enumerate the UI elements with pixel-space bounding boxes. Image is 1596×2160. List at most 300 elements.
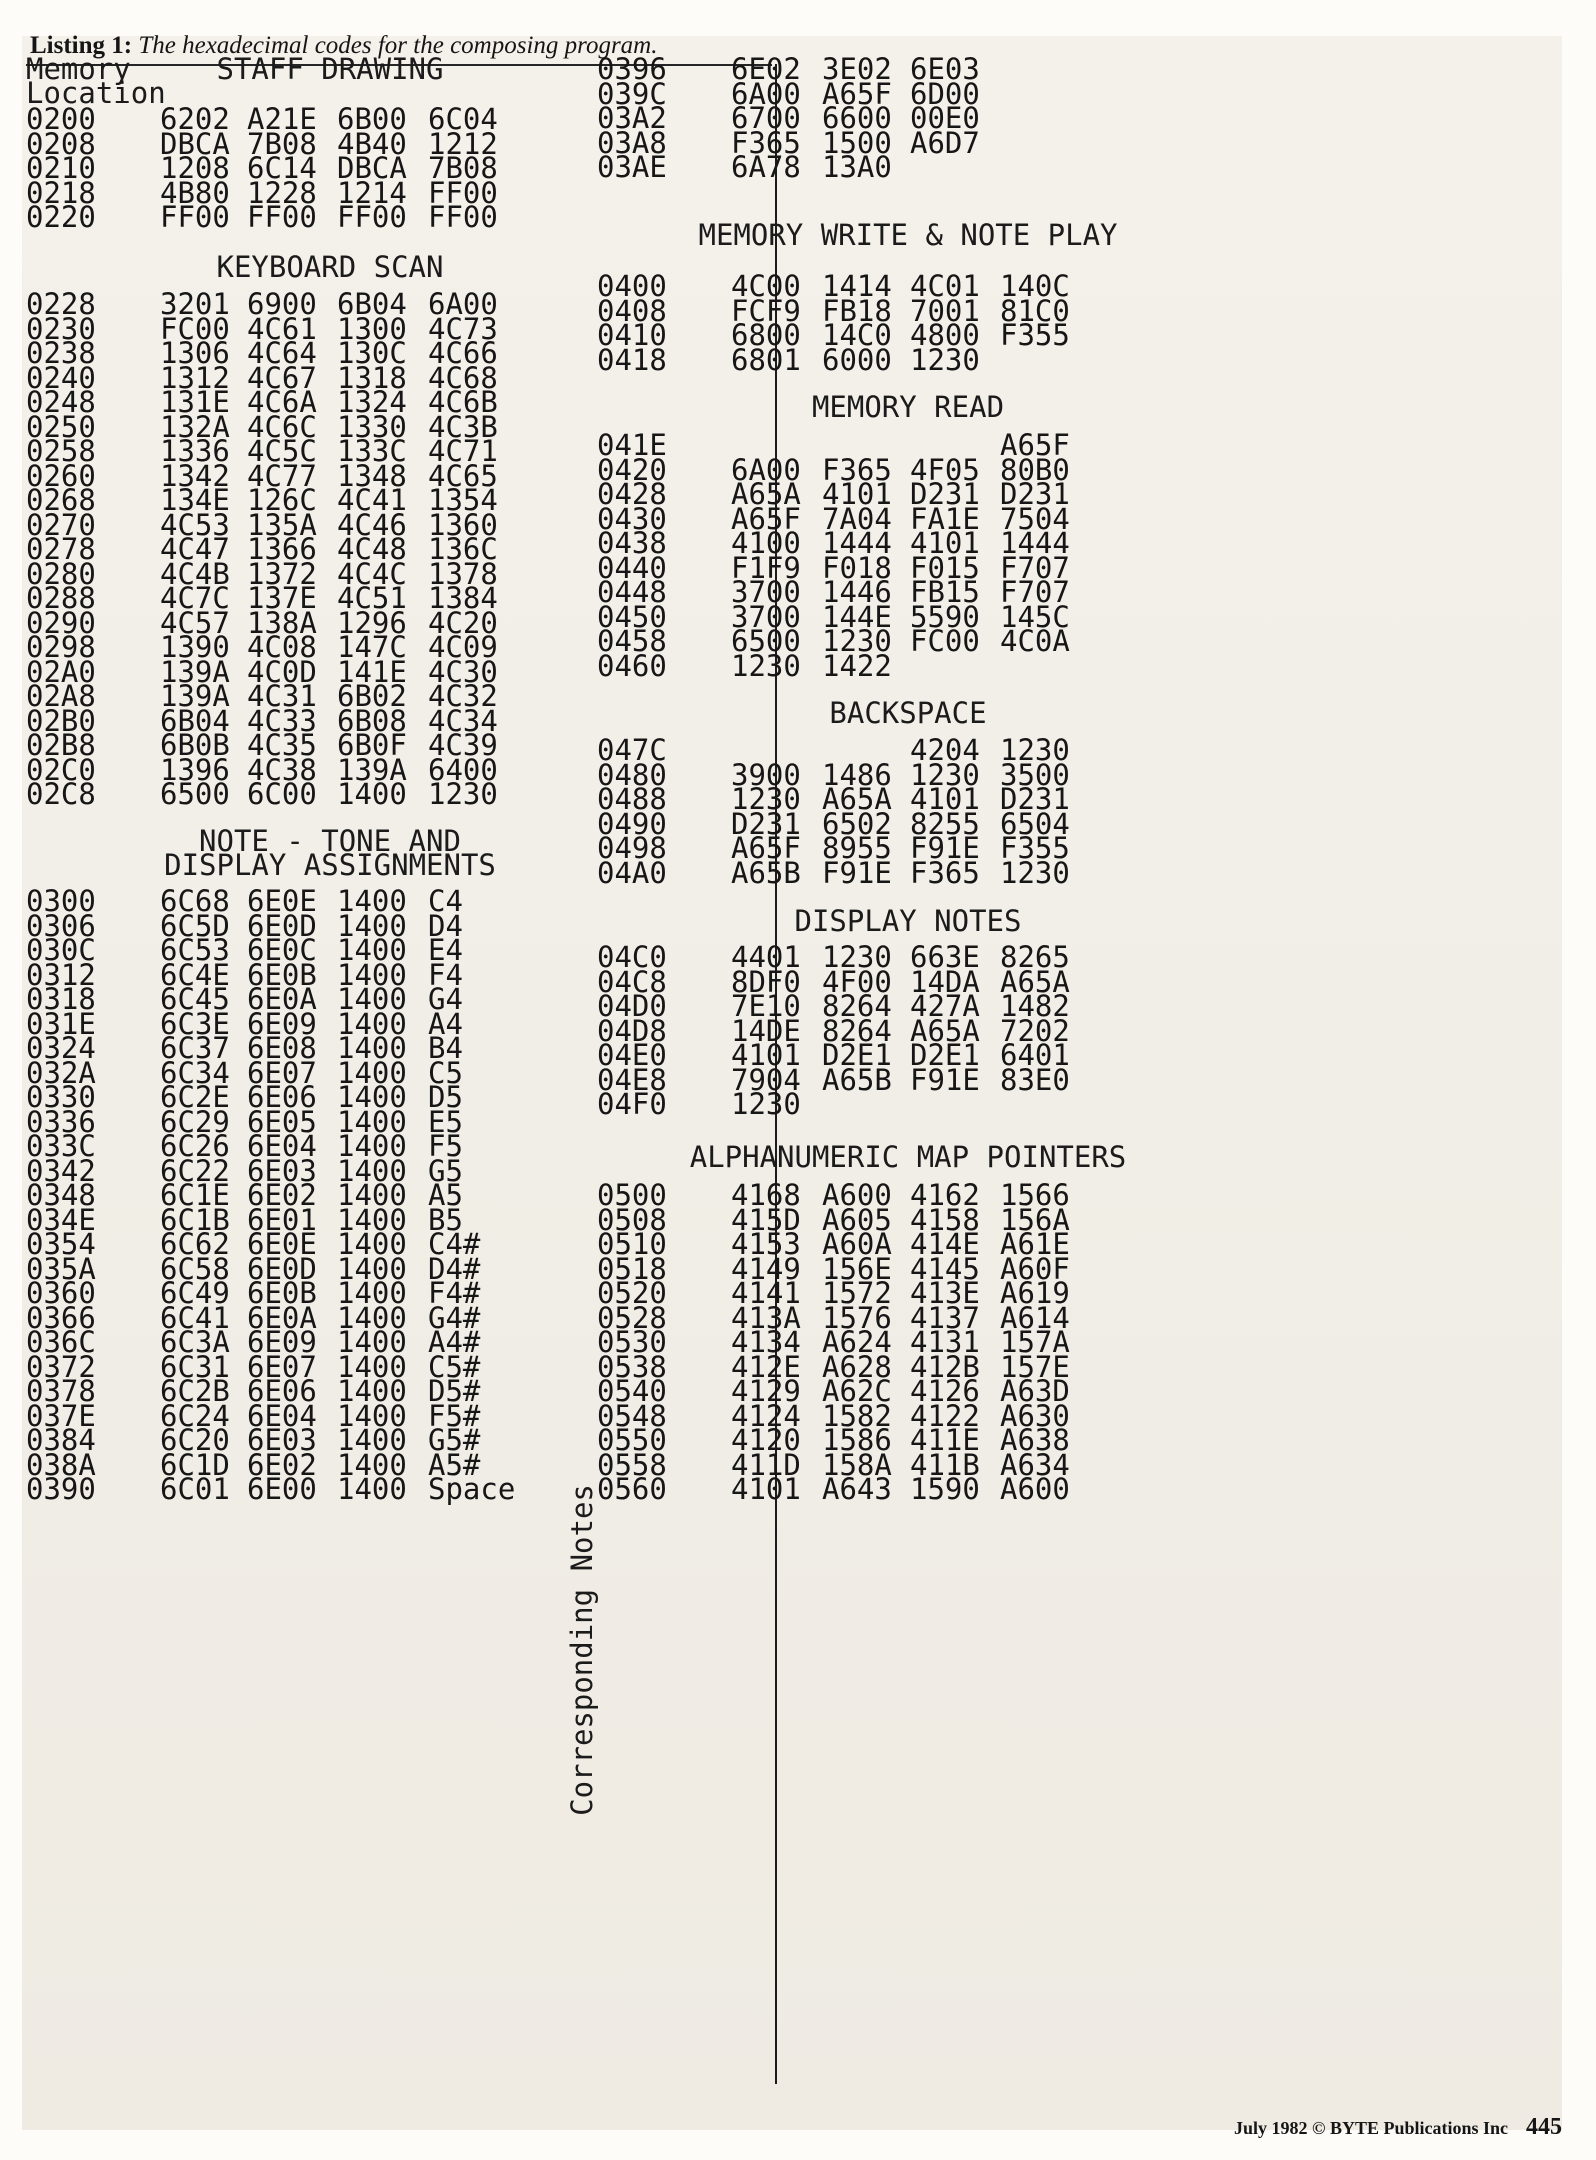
memory-address: 0348 xyxy=(26,1178,96,1212)
memory-address: 04E0 xyxy=(597,1038,667,1072)
note-name: E4 xyxy=(428,933,463,967)
hex-code: 6C3A xyxy=(160,1325,230,1359)
hex-code: 6B04 xyxy=(160,703,230,738)
hex-code: 1230 xyxy=(731,648,801,683)
hex-code: A61E xyxy=(1000,1227,1070,1261)
hex-code: 126C xyxy=(247,483,317,517)
hex-code: 4C6B xyxy=(428,385,498,419)
memory-address: 0330 xyxy=(26,1080,96,1114)
note-name: A4# xyxy=(428,1325,481,1359)
hex-code: 1400 xyxy=(337,1398,407,1433)
memory-address: 0288 xyxy=(26,581,96,615)
hex-code: 6C29 xyxy=(160,1104,230,1139)
hex-code: 6E06 xyxy=(247,1080,317,1114)
hex-code: 139A xyxy=(337,752,407,787)
hex-code: 4C30 xyxy=(428,654,498,689)
memory-address: 0278 xyxy=(26,532,96,566)
hex-code: F1F9 xyxy=(731,550,801,585)
hex-code: FF00 xyxy=(247,200,317,234)
hex-code: 6C20 xyxy=(160,1423,230,1457)
code-row xyxy=(597,1087,1568,1121)
note-name: Space xyxy=(428,1472,516,1506)
hex-code: 6C1B xyxy=(160,1202,230,1237)
memory-address: 0420 xyxy=(597,452,667,487)
hex-code: 4131 xyxy=(910,1325,980,1359)
hex-code: 4158 xyxy=(910,1202,980,1237)
hex-code: 6E0E xyxy=(247,1227,317,1261)
hex-code: 156A xyxy=(1000,1202,1070,1237)
hex-code: 413E xyxy=(910,1276,980,1310)
hex-code: 1400 xyxy=(337,1325,407,1359)
hex-code: 6C58 xyxy=(160,1251,230,1286)
hex-code: 1422 xyxy=(822,648,892,683)
memory-header-line-2: Location xyxy=(26,76,166,110)
hex-code: 14DE xyxy=(731,1013,801,1048)
hex-code: 4100 xyxy=(731,526,801,560)
memory-address: 0250 xyxy=(26,409,96,444)
hex-code: 7202 xyxy=(1000,1013,1070,1048)
hex-code: 4134 xyxy=(731,1325,801,1359)
hex-code: 427A xyxy=(910,989,980,1023)
right-column xyxy=(597,0,1568,2160)
memory-address: 033C xyxy=(26,1129,96,1163)
hex-code: A605 xyxy=(822,1202,892,1237)
hex-code: 6C34 xyxy=(160,1055,230,1090)
hex-code: 6E0D xyxy=(247,908,317,943)
memory-address: 0366 xyxy=(26,1300,96,1335)
hex-code: 7904 xyxy=(731,1062,801,1097)
hex-code: D231 xyxy=(1000,477,1070,511)
hex-code: 6C68 xyxy=(160,884,230,918)
note-name: D5 xyxy=(428,1080,463,1114)
hex-code: 6C41 xyxy=(160,1300,230,1335)
hex-code: 1590 xyxy=(910,1472,980,1506)
hex-code: 1414 xyxy=(822,269,892,303)
hex-code: A624 xyxy=(822,1325,892,1359)
hex-code: A6D7 xyxy=(910,125,980,160)
hex-code: F91E xyxy=(910,1062,980,1097)
hex-code: 139A xyxy=(160,654,230,689)
hex-code: A60F xyxy=(1000,1251,1070,1286)
hex-code: 1576 xyxy=(822,1300,892,1335)
footer-text: July 1982 © BYTE Publications Inc xyxy=(1234,2118,1508,2138)
hex-code: 158A xyxy=(822,1447,892,1482)
hex-code: 4C09 xyxy=(428,630,498,664)
section-title: DISPLAY NOTES xyxy=(794,904,1022,938)
hex-code: 4122 xyxy=(910,1398,980,1433)
memory-address: 034E xyxy=(26,1202,96,1237)
code-row xyxy=(597,1472,1568,1506)
memory-address: 0560 xyxy=(597,1472,667,1506)
hex-code: 6E0E xyxy=(247,884,317,918)
memory-address: 0268 xyxy=(26,483,96,517)
note-name: C4 xyxy=(428,884,463,918)
memory-address: 0312 xyxy=(26,957,96,992)
hex-code: 6E0A xyxy=(247,1300,317,1335)
note-name: A5 xyxy=(428,1178,463,1212)
hex-code: 4B40 xyxy=(337,126,407,161)
hex-code: D231 xyxy=(910,477,980,511)
hex-code: 1486 xyxy=(822,757,892,792)
hex-code: 1400 xyxy=(337,1031,407,1065)
hex-code: 3500 xyxy=(1000,757,1070,792)
hex-code: 131E xyxy=(160,385,230,419)
note-name: G4# xyxy=(428,1300,481,1335)
hex-code: 1384 xyxy=(428,581,498,615)
hex-code: 6C22 xyxy=(160,1153,230,1188)
hex-code: 4C32 xyxy=(428,679,498,713)
hex-code: FB15 xyxy=(910,575,980,609)
memory-address: 0384 xyxy=(26,1423,96,1457)
hex-code: 6C62 xyxy=(160,1227,230,1261)
hex-code: 6E04 xyxy=(247,1398,317,1433)
hex-code: 1306 xyxy=(160,336,230,370)
hex-code: 135A xyxy=(247,507,317,542)
hex-code: FC00 xyxy=(910,624,980,658)
hex-code: 134E xyxy=(160,483,230,517)
hex-code: 6500 xyxy=(160,777,230,811)
hex-code: 1230 xyxy=(731,1087,801,1121)
hex-code: FC00 xyxy=(160,311,230,346)
hex-code: 13A0 xyxy=(822,150,892,184)
hex-code: A65A xyxy=(1000,964,1070,999)
note-name: G5# xyxy=(428,1423,481,1457)
hex-code: FF00 xyxy=(428,200,498,234)
memory-address: 0258 xyxy=(26,434,96,468)
hex-code: 6E07 xyxy=(247,1349,317,1384)
memory-address: 0450 xyxy=(597,599,667,634)
hex-code: 6C37 xyxy=(160,1031,230,1065)
hex-code: 4C65 xyxy=(428,458,498,493)
hex-code: 1208 xyxy=(160,151,230,185)
hex-code: 4C3B xyxy=(428,409,498,444)
hex-code: FCF9 xyxy=(731,293,801,328)
memory-header-line-1: Memory xyxy=(26,52,131,86)
hex-code: 1400 xyxy=(337,1202,407,1237)
caption-text: The hexadecimal codes for the composing program. xyxy=(138,32,658,59)
memory-address: 0518 xyxy=(597,1251,667,1286)
hex-code: 1390 xyxy=(160,630,230,664)
hex-code: 6E02 xyxy=(731,52,801,86)
hex-code: 1400 xyxy=(337,1300,407,1335)
hex-code: 6C2B xyxy=(160,1374,230,1408)
memory-address: 04E8 xyxy=(597,1062,667,1097)
memory-address: 0498 xyxy=(597,831,667,865)
memory-address: 0396 xyxy=(597,52,667,86)
hex-code: 6D00 xyxy=(910,76,980,111)
hex-code: 6E08 xyxy=(247,1031,317,1065)
page-number: 445 xyxy=(1526,2114,1562,2140)
memory-address: 0200 xyxy=(26,102,96,136)
hex-code: 6A78 xyxy=(731,150,801,184)
memory-address: 036C xyxy=(26,1325,96,1359)
hex-code: 1212 xyxy=(428,126,498,161)
hex-code: A63D xyxy=(1000,1374,1070,1408)
hex-code: 4401 xyxy=(731,940,801,974)
hex-code: 6E01 xyxy=(247,1202,317,1237)
hex-code: 6C31 xyxy=(160,1349,230,1384)
memory-address: 0540 xyxy=(597,1374,667,1408)
hex-code: 663E xyxy=(910,940,980,974)
memory-address: 02B0 xyxy=(26,703,96,738)
hex-code: 1312 xyxy=(160,360,230,395)
hex-code: 1400 xyxy=(337,1349,407,1384)
hex-code: 136C xyxy=(428,532,498,566)
hex-code: 1400 xyxy=(337,1276,407,1310)
hex-code: 1336 xyxy=(160,434,230,468)
hex-code: 4141 xyxy=(731,1276,801,1310)
memory-address: 0458 xyxy=(597,624,667,658)
note-name: G4 xyxy=(428,982,463,1016)
hex-code: 1372 xyxy=(247,556,317,591)
hex-code: F91E xyxy=(910,831,980,865)
hex-code: 6E0C xyxy=(247,933,317,967)
hex-code: 1366 xyxy=(247,532,317,566)
hex-code: F707 xyxy=(1000,575,1070,609)
memory-address: 0270 xyxy=(26,507,96,542)
hex-code: 1330 xyxy=(337,409,407,444)
memory-address: 0428 xyxy=(597,477,667,511)
hex-code: 6202 xyxy=(160,102,230,136)
hex-code: F355 xyxy=(1000,318,1070,352)
note-name: B4 xyxy=(428,1031,463,1065)
note-name: F4# xyxy=(428,1276,481,1310)
hex-code: 6E09 xyxy=(247,1325,317,1359)
hex-code: 6C53 xyxy=(160,933,230,967)
hex-code: 1400 xyxy=(337,1055,407,1090)
hex-code: 1444 xyxy=(822,526,892,560)
memory-address: 0500 xyxy=(597,1178,667,1212)
hex-code: 6600 xyxy=(822,101,892,135)
hex-code: 8265 xyxy=(1000,940,1070,974)
section-title: ALPHANUMERIC MAP POINTERS xyxy=(689,1140,1127,1174)
memory-address: 03A8 xyxy=(597,125,667,160)
memory-address: 0306 xyxy=(26,908,96,943)
hex-code: F015 xyxy=(910,550,980,585)
hex-code: 1296 xyxy=(337,605,407,640)
hex-code: DBCA xyxy=(160,126,230,161)
hex-code: 6401 xyxy=(1000,1038,1070,1072)
hex-code: 6500 xyxy=(731,624,801,658)
hex-code: 4C20 xyxy=(428,605,498,640)
hex-code: A619 xyxy=(1000,1276,1070,1310)
section-title: MEMORY READ xyxy=(811,390,1005,424)
hex-code: 6E04 xyxy=(247,1129,317,1163)
memory-address: 0298 xyxy=(26,630,96,664)
hex-code: 6504 xyxy=(1000,806,1070,841)
hex-code: 6E03 xyxy=(247,1423,317,1457)
hex-code: 1444 xyxy=(1000,526,1070,560)
hex-code: 412B xyxy=(910,1349,980,1384)
memory-address: 04D8 xyxy=(597,1013,667,1048)
hex-code: A65A xyxy=(910,1013,980,1048)
code-row xyxy=(597,648,1568,683)
hex-code: 6A00 xyxy=(731,76,801,111)
hex-code: 4C73 xyxy=(428,311,498,346)
hex-code: 4101 xyxy=(822,477,892,511)
hex-code: 1400 xyxy=(337,1104,407,1139)
hex-code: 1324 xyxy=(337,385,407,419)
hex-code: 4C31 xyxy=(247,679,317,713)
hex-code: A65A xyxy=(822,782,892,816)
hex-code: 4C67 xyxy=(247,360,317,395)
section-title: BACKSPACE xyxy=(829,696,987,730)
hex-code: 138A xyxy=(247,605,317,640)
hex-code: 1230 xyxy=(428,777,498,811)
note-name: C4# xyxy=(428,1227,481,1261)
memory-address: 031E xyxy=(26,1006,96,1041)
hex-code: 6A00 xyxy=(731,452,801,487)
hex-code: 7B08 xyxy=(428,151,498,185)
hex-code: 4204 xyxy=(910,733,980,767)
hex-code: FF00 xyxy=(337,200,407,234)
note-name: D5# xyxy=(428,1374,481,1408)
hex-code: 6E02 xyxy=(247,1178,317,1212)
memory-address: 0430 xyxy=(597,501,667,536)
hex-code: 6E07 xyxy=(247,1055,317,1090)
hex-code: 4C46 xyxy=(337,507,407,542)
hex-code: A65F xyxy=(1000,428,1070,462)
hex-code: 14DA xyxy=(910,964,980,999)
memory-address: 0360 xyxy=(26,1276,96,1310)
memory-address: 0438 xyxy=(597,526,667,560)
memory-address: 0410 xyxy=(597,318,667,352)
hex-code: 3700 xyxy=(731,599,801,634)
hex-code: 4153 xyxy=(731,1227,801,1261)
hex-code: D231 xyxy=(731,806,801,841)
hex-code: A65F xyxy=(731,831,801,865)
hex-code: A62C xyxy=(822,1374,892,1408)
memory-address: 0324 xyxy=(26,1031,96,1065)
memory-address: 0378 xyxy=(26,1374,96,1408)
memory-address: 0230 xyxy=(26,311,96,346)
hex-code: FF00 xyxy=(160,200,230,234)
hex-code: 6C1D xyxy=(160,1447,230,1482)
hex-code: 5590 xyxy=(910,599,980,634)
hex-code: 6B02 xyxy=(337,679,407,713)
hex-code: 6B08 xyxy=(337,703,407,738)
hex-code: 1230 xyxy=(1000,855,1070,890)
hex-code: 6C3E xyxy=(160,1006,230,1041)
note-name: F5 xyxy=(428,1129,463,1163)
note-name: D4# xyxy=(428,1251,481,1286)
hex-code: A21E xyxy=(247,102,317,136)
note-name: D4 xyxy=(428,908,463,943)
hex-code: 1230 xyxy=(910,342,980,377)
memory-address: 02A0 xyxy=(26,654,96,689)
hex-code: 6C01 xyxy=(160,1472,230,1506)
hex-code: 6C45 xyxy=(160,982,230,1016)
hex-code: 1230 xyxy=(731,782,801,816)
hex-code: 4C0D xyxy=(247,654,317,689)
hex-code: 4126 xyxy=(910,1374,980,1408)
hex-code: 6A00 xyxy=(428,287,498,321)
hex-code: 1400 xyxy=(337,982,407,1016)
hex-code: 6900 xyxy=(247,287,317,321)
hex-code: 4101 xyxy=(731,1038,801,1072)
hex-code: 8255 xyxy=(910,806,980,841)
memory-address: 02A8 xyxy=(26,679,96,713)
hex-code: 412E xyxy=(731,1349,801,1384)
memory-address: 0208 xyxy=(26,126,96,161)
hex-code: 4C53 xyxy=(160,507,230,542)
memory-address: 02B8 xyxy=(26,728,96,762)
hex-code: 80B0 xyxy=(1000,452,1070,487)
memory-address: 02C0 xyxy=(26,752,96,787)
hex-code: F365 xyxy=(910,855,980,890)
hex-code: 4C48 xyxy=(337,532,407,566)
hex-code: 4C5C xyxy=(247,434,317,468)
hex-code: 6E02 xyxy=(247,1447,317,1482)
hex-code: A614 xyxy=(1000,1300,1070,1335)
hex-code: 4C66 xyxy=(428,336,498,370)
note-name: C5 xyxy=(428,1055,463,1090)
hex-code: D2E1 xyxy=(822,1038,892,1072)
hex-code: 6502 xyxy=(822,806,892,841)
hex-code: F355 xyxy=(1000,831,1070,865)
hex-code: 4C6C xyxy=(247,409,317,444)
hex-code: 6E0B xyxy=(247,957,317,992)
hex-code: 7A04 xyxy=(822,501,892,536)
code-row xyxy=(597,342,1568,377)
memory-address: 0558 xyxy=(597,1447,667,1482)
hex-code: 14C0 xyxy=(822,318,892,352)
hex-code: 156E xyxy=(822,1251,892,1286)
hex-code: 6E0A xyxy=(247,982,317,1016)
hex-code: 4C35 xyxy=(247,728,317,762)
hex-code: 4C41 xyxy=(337,483,407,517)
memory-address: 0520 xyxy=(597,1276,667,1310)
hex-code: A65F xyxy=(822,76,892,111)
hex-code: 8DF0 xyxy=(731,964,801,999)
hex-code: 6E03 xyxy=(910,52,980,86)
hex-code: A634 xyxy=(1000,1447,1070,1482)
memory-address: 039C xyxy=(597,76,667,111)
hex-code: 1230 xyxy=(822,940,892,974)
hex-code: A65F xyxy=(731,501,801,536)
hex-code: 144E xyxy=(822,599,892,634)
hex-code: 6E00 xyxy=(247,1472,317,1506)
hex-code: 3700 xyxy=(731,575,801,609)
memory-address: 0480 xyxy=(597,757,667,792)
memory-address: 0300 xyxy=(26,884,96,918)
hex-code: 4C08 xyxy=(247,630,317,664)
hex-code: 4149 xyxy=(731,1251,801,1286)
hex-code: 1400 xyxy=(337,933,407,967)
hex-code: 1342 xyxy=(160,458,230,493)
hex-code: 4C71 xyxy=(428,434,498,468)
memory-address: 0548 xyxy=(597,1398,667,1433)
hex-code: 6700 xyxy=(731,101,801,135)
hex-code: 1354 xyxy=(428,483,498,517)
memory-address: 0260 xyxy=(26,458,96,493)
hex-code: 1300 xyxy=(337,311,407,346)
hex-code: F365 xyxy=(822,452,892,487)
hex-code: 141E xyxy=(337,654,407,689)
hex-code: 1400 xyxy=(337,1251,407,1286)
hex-code: DBCA xyxy=(337,151,407,185)
section-title: MEMORY WRITE & NOTE PLAY xyxy=(698,218,1118,252)
hex-code: 4800 xyxy=(910,318,980,352)
note-name: C5# xyxy=(428,1349,481,1384)
hex-code: A630 xyxy=(1000,1398,1070,1433)
hex-code: 6C49 xyxy=(160,1276,230,1310)
hex-code: 6801 xyxy=(731,342,801,377)
hex-code: 6C24 xyxy=(160,1398,230,1433)
memory-address: 04C0 xyxy=(597,940,667,974)
hex-code: 6C5D xyxy=(160,908,230,943)
memory-address: 0372 xyxy=(26,1349,96,1384)
